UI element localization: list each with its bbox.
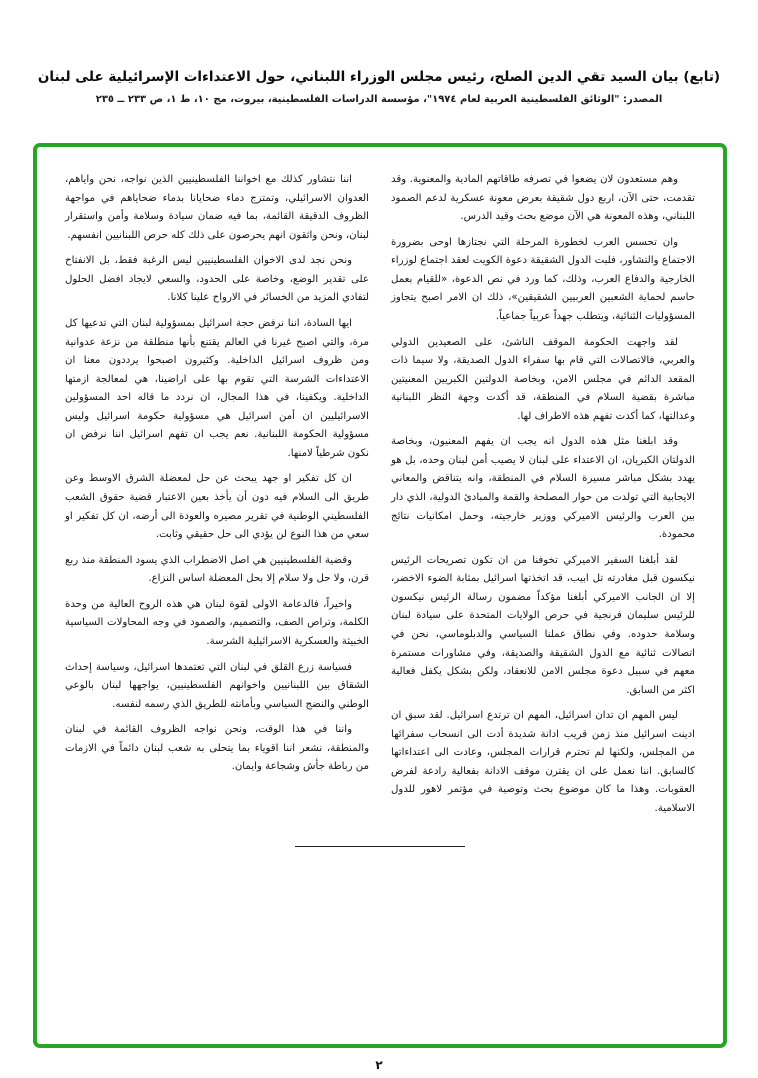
paragraph: ايها السادة، اننا نرفض حجة اسرائيل بمسؤولية لبنان التي تدعيها كل مرة، والتي اصبح غيرنا في العالم يقتنع بأنها منطلقة من نزعة عدوانية ومن ظروف اسرائيل الداخلية. وكثيرون اصبحوا يرددون معنا ان الاعتداءات الشرسة التي تقوم بها على اراضينا، هي لمعالجة ازمتها الداخلية. ويكفينا، في هذا المجال، ان نردد ما قاله احد المسؤولين الاسرائيليين ان أمن اسرائيل هي مسؤولية حكومة اسرائيل وليس مسؤولية الحكومة اللبنانية. نعم يجب ان تفهم اسرائيل اننا نرفض ان نكون شرطياً لامنها. [65, 317, 369, 459]
paragraph: لقد أبلغنا السفير الاميركي تخوفنا من ان تكون تصريحات الرئيس نيكسون قبل مغادرته تل ابيب، قد اتخذتها اسرائيل بمثابة الضوء الاخضر، إلا ان الجانب الاميركي أبلغنا مؤكداً مضمون رسالة الرئيس نيكسون للرئيس سليمان فرنجية في حرص الولايات المتحدة على سيادة لبنان وسلامة حدوده. وفي نطاق عملنا السياسي والدبلوماسي، نحن في اتصالات ثنائية مع الدول الشقيقة والصديقة، وفي مشاورات مستمرة معهم في سبيل دعوة مجلس الامن للانعقاد، ولكن بشكل يكفل فعالية اكثر من السابق. [391, 554, 695, 696]
paragraph: وان تحسس العرب لخطورة المرحلة التي نجتازها اوحى بضرورة الاجتماع والتشاور، فلبت الدول الشقيقة دعوة الكويت لعقد اجتماع لوزراء الخارجية والدفاع العرب، وذلك، كما ورد في نص الدعوة، «للقيام بعمل حاسم لحماية الشعبين العربيين الشقيقين»، ذلك ان الامر اصبح يتجاوز المسؤوليات الثنائية، ويتطلب جهداً عربياً جماعياً. [391, 236, 695, 322]
paragraph: ان كل تفكير او جهد يبحث عن حل لمعضلة الشرق الاوسط وعن طريق الى السلام فيه دون أن يأخذ بعين الاعتبار قضية حقوق الشعب الفلسطيني الوطنية في تقرير مصيره والعودة الى أرضه، ان كل تفكير او سعي من هذا النوع لن يؤدي الى حل حقيقي وثابت. [65, 473, 369, 541]
paragraph: وقد ابلغنا مثل هذه الدول انه يجب ان يفهم المعنيون، وبخاصة الدولتان الكبريان، ان الاعتداء على لبنان لا يصيب أمن لبنان وحده، بل هو يهدد بشكل مباشر مسيرة السلام في المنطقة، وانه يتناقض والمعاني الايجابية التي تولدت من حوار المصلحة والقمة والمبادئ الدولية، الذي دار بين العرب والرئيس الاميركي ووزير خارجيته، وحمل امكانيات نتائج محمودة. [391, 436, 695, 541]
paragraph: فسياسة زرع القلق في لبنان التي تعتمدها اسرائيل، وسياسة إحداث الشقاق بين اللبنانيين واخوانهم الفلسطينيين، يواجهها لبنان بالوعي الوطني والنضج السياسي وبأمانته للطريق الذي رسمه لنفسه. [65, 661, 369, 710]
paragraph: واخيراً، فالدعامة الاولى لقوة لبنان هي هذه الروح العالية من وحدة الكلمة، وتراص الصف، والتصميم، والصمود في وجه المحاولات السياسية الخبيثة والعسكرية الاسرائيلية الشرسة. [65, 598, 369, 647]
document-header [30, 68, 728, 105]
content-border-box [33, 143, 727, 1048]
document-source-line: المصدر: "الوثائق الفلسطينية العربية لعام ١٩٧٤"، مؤسسة الدراسات الفلسطينية، بيروت، مج ١٠، ط ١، ص ٢٣٣ ــ ٢٣٥ [95, 93, 663, 105]
paragraph: اننا نتشاور كذلك مع اخواننا الفلسطينيين الذين نواجه، نحن واياهم، العدوان الاسرائيلي، وتمتزج دماء ضحايانا بدماء ضحاياهم في مواجهة الظروف الدقيقة القائمة، بما فيه ضمان سيادة وسلامة وأمن واستقرار لبنان، ونحن واثقون انهم يحرصون على ذلك كله حرص اللبنانيين انفسهم. [65, 174, 369, 241]
two-column-text [65, 171, 695, 826]
paragraph: وهم مستعدون لان يضعوا في تصرفه طاقاتهم المادية والمعنوية. وقد تقدمت، حتى الآن، اربع دول شقيقة بعرض معونة عسكرية لدعم الصمود اللبناني، وهذه المعونة هي الآن موضع بحث وقيد الدرس. [391, 174, 695, 223]
paragraph: ونحن نجد لدى الاخوان الفلسطينيين ليس الرغبة فقط، بل الانفتاح على تقدير الوضع، وخاصة على الحدود، والسعي لايجاد افضل الحلول لتفادي المزيد من الخسائر في الارواح علينا كلانا. [65, 255, 369, 304]
end-of-text-rule [295, 846, 465, 847]
paragraph: لقد واجهت الحكومة الموقف الناشئ، على الصعيدين الدولي والعربي، فالاتصالات التي قام بها سفراء الدول الصديقة، ولا سيما ذات المقعد الدائم في مجلس الامن، وبخاصة الدولتين الكبريين المعنيتين مباشرة بقضية السلام في المنطقة، قد أكدت وجهة النظر اللبنانية وعدالتها، كما أكدت تفهم هذه الاطراف لها. [391, 336, 695, 422]
text-column-right [391, 171, 695, 826]
paragraph: واننا في هذا الوقت، ونحن نواجه الظروف القائمة في لبنان والمنطقة، نشعر اننا اقوياء بما يتحلى به شعب لبنان دائماً في الازمات من رباطة جأش وشجاعة وايمان. [65, 724, 369, 773]
document-title: (تابع) بيان السيد تقي الدين الصلح، رئيس مجلس الوزراء اللبناني، حول الاعتداءات الإسرائيلية على لبنان [37, 69, 721, 85]
paragraph: ليس المهم ان تدان اسرائيل، المهم ان ترتدع اسرائيل. لقد سبق ان ادينت اسرائيل منذ زمن قريب ادانة شديدة أدت الى انسحاب سفرائها من المجلس، ولكنها لم تحترم قرارات المجلس، وعادت الى اعتداءاتها كالسابق. اننا نعمل على ان يقترن موقف الادانة بفعالية رادعة لفرض العقوبات. وهذا ما كان موضوع بحث وتوصية في مؤتمر لاهور للدول الاسلامية. [391, 710, 695, 814]
page-number: ٢ [375, 1058, 383, 1072]
paragraph: وقضية الفلسطينيين هي اصل الاضطراب الذي يسود المنطقة منذ ربع قرن، ولا حل ولا سلام إلا بحل المعضلة اساس النزاع. [65, 554, 369, 585]
text-column-left [65, 171, 369, 826]
